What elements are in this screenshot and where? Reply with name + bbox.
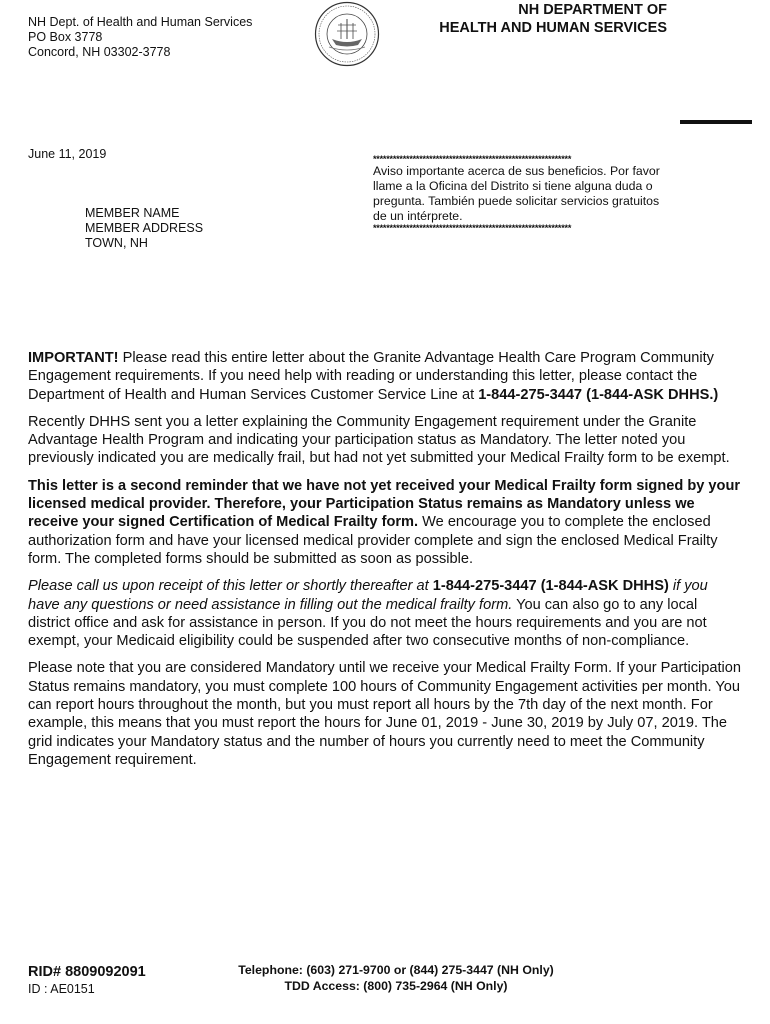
important-label: IMPORTANT! <box>28 350 119 366</box>
call-us-phone: 1-844-275-3447 (1-844-ASK DHHS) <box>432 578 669 595</box>
letter-date: June 11, 2019 <box>28 147 107 161</box>
important-text: Please read this entire letter about the Granite Advantage Health Care Program Community Engagement requirements. If you need help with reading or understanding this letter, please contact the Department of Health and Human Services Customer Service Line at <box>28 350 714 403</box>
sender-line-1: NH Dept. of Health and Human Services <box>28 15 253 29</box>
paragraph-important <box>28 349 743 404</box>
call-us-italic: Please call us upon receipt of this letter or shortly thereafter at <box>28 578 433 595</box>
call-us-italic-2: if you have any questions or need assistance in filling out the medical frailty form. <box>28 578 708 613</box>
paragraph-reminder <box>28 477 743 568</box>
rid-number: RID# 8809092091 <box>28 964 146 980</box>
sender-line-2: PO Box 3778 <box>28 30 103 44</box>
spanish-notice <box>373 155 665 233</box>
recipient-name: MEMBER NAME <box>85 206 180 220</box>
paragraph-call-us <box>28 577 743 650</box>
footer-tdd: TDD Access: (800) 735-2964 (NH Only) <box>284 979 508 993</box>
reminder-bold-text: This letter is a second reminder that we have not yet received your Medical Frailty form signed by your licensed medical provider. Therefore, your Participation Status remains as Mandatory unless we receive your signed Certification of Medical Frailty form. <box>28 477 741 531</box>
customer-service-phone: 1-844-275-3447 (1-844-ASK DHHS.) <box>478 386 719 403</box>
paragraph-mandatory: Please note that you are considered Mandatory until we receive your Medical Frailty Form. If your Participation Status remains mandatory, you must complete 100 hours of Community Engagement activities per month. You can report hours throughout the month, but you must report all hours by the 7th day of the next month. For example, this means that you must report the hours for June 01, 2019 - June 30, 2019 by July 07, 2019. The grid indicates your Mandatory status and the number of hours you currently need to meet the Community Engagement requirement. <box>28 660 741 768</box>
notice-stars-bottom: ************************************************************ <box>373 224 572 233</box>
recipient-address <box>85 206 203 251</box>
notice-text: Aviso importante acerca de sus beneficios. Por favor llame a la Oficina del Distrito si tiene alguna duda o pregunta. También puede solicitar servicios gratuitos de un intérprete. <box>373 164 660 223</box>
department-heading <box>439 1 667 37</box>
id-number: ID : AE0151 <box>28 982 95 996</box>
footer-telephone: Telephone: (603) 271-9700 or (844) 275-3447 (NH Only) <box>238 963 554 977</box>
state-seal-icon <box>314 1 380 67</box>
sender-line-3: Concord, NH 03302-3778 <box>28 45 171 59</box>
sender-address <box>28 15 252 60</box>
footer-ids <box>28 963 146 998</box>
recipient-town: TOWN, NH <box>85 236 148 250</box>
department-line-1: NH DEPARTMENT OF <box>518 2 667 18</box>
recipient-street: MEMBER ADDRESS <box>85 221 204 235</box>
reminder-text: We encourage you to complete the enclosed authorization form and have your licensed medical provider complete and sign the enclosed Medical Frailty form. The completed forms should be submitted as soon as possible. <box>28 514 718 567</box>
notice-stars-top: ************************************************************ <box>373 155 572 164</box>
footer-contact <box>196 962 596 994</box>
margin-mark <box>680 120 752 124</box>
paragraph-recently: Recently DHHS sent you a letter explaining the Community Engagement requirement under the Granite Advantage Health Program and indicating your participation status as Mandatory. The letter noted you previously indicated you are medically frail, but had not yet submitted your Medical Frailty form to be exempt. <box>28 413 730 467</box>
call-us-text: You can also go to any local district office and ask for assistance in person. If you do not meet the hours requirements and you are not exempt, your Medicaid eligibility could be suspended after two consecutive months of non-compliance. <box>28 596 707 650</box>
department-line-2: HEALTH AND HUMAN SERVICES <box>439 20 667 36</box>
letter-body <box>28 349 743 778</box>
